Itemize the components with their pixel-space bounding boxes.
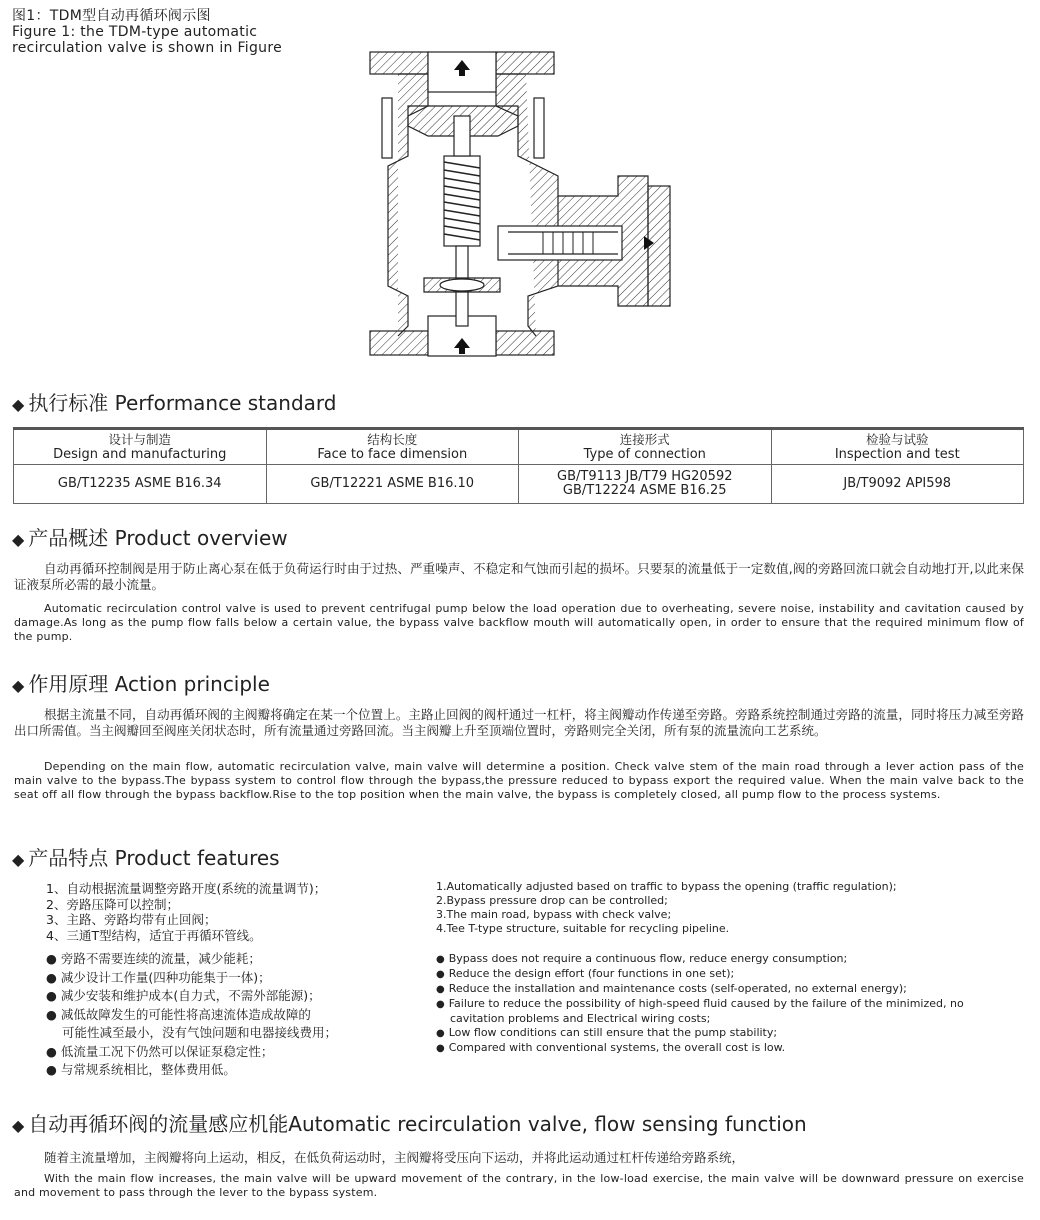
header-zh: 检验与试验 (865, 432, 929, 447)
header-en: Face to face dimension (317, 447, 468, 462)
table-row (14, 465, 1024, 504)
list-item: ● 减低故障发生的可能性将高速流体造成故障的 (46, 1006, 337, 1025)
list-item: ● Failure to reduce the possibility of high-speed fluid caused by the failure of the minimized, no (436, 997, 964, 1012)
diamond-icon: ◆ (12, 395, 25, 414)
table-cell (266, 465, 519, 504)
header-zh: 连接形式 (619, 432, 670, 447)
table-cell (519, 465, 772, 504)
list-item: ● Compared with conventional systems, the overall cost is low. (436, 1041, 964, 1056)
overview-heading (12, 526, 288, 552)
diamond-icon: ◆ (12, 530, 25, 549)
header-en: Design and manufacturing (53, 447, 227, 462)
list-item: ● Reduce the design effort (four functions in one set); (436, 967, 964, 982)
cell-value-2: GB/T12224 ASME B16.25 (562, 483, 727, 498)
table-cell (771, 465, 1024, 504)
list-item: 3.The main road, bypass with check valve; (436, 908, 672, 921)
header-en: Type of connection (583, 447, 706, 462)
cell-value: JB/T9092 API598 (843, 476, 952, 491)
figure-caption (12, 8, 282, 56)
header-zh: 设计与制造 (108, 432, 171, 447)
sensing-heading (12, 1112, 807, 1138)
sensing-heading-text: 自动再循环阀的流量感应机能Automatic recirculation valve, flow sensing function (28, 1112, 807, 1136)
features-heading (12, 846, 280, 872)
figure-caption-en-2: recirculation valve is shown in Figure (12, 40, 283, 56)
features-heading-text: 产品特点 Product features (28, 846, 280, 870)
features-bullets-zh (46, 950, 337, 1080)
list-item: ● 低流量工况下仍然可以保证泵稳定性； (46, 1043, 337, 1062)
table-cell (14, 465, 267, 504)
overview-heading-text: 产品概述 Product overview (28, 526, 288, 550)
list-item: ● Bypass does not require a continuous flow, reduce energy consumption; (436, 952, 964, 967)
action-text-en: Depending on the main flow, automatic recirculation valve, main valve will determine a position. Check valve stem of the main road through a lever action pass of the main valve to the bypass.The bypass system to control flow through the bypass,the pressure reduced to bypass export the required value. When the main valve back to the seat off all flow through the bypass backflow.Rise to the top position when the main valve, the bypass is completely closed, all pump flow to the process systems. (14, 760, 1024, 801)
list-item: ● Low flow conditions can still ensure that the pump stability; (436, 1026, 964, 1041)
table-header-cell (771, 429, 1024, 465)
action-heading (12, 672, 270, 698)
list-item: 3、主路、旁路均带有止回阀； (46, 912, 217, 927)
table-header-cell (519, 429, 772, 465)
list-item: 4、三通T型结构，适宜于再循环管线。 (46, 927, 262, 943)
action-heading-text: 作用原理 Action principle (28, 672, 270, 696)
features-bullets-en (436, 952, 964, 1056)
overview-text-zh: 自动再循环控制阀是用于防止离心泵在低于负荷运行时由于过热、严重噪声、不稳定和气蚀而引起的损坏。只要泵的流量低于一定数值,阀的旁路回流口就会自动地打开,以此来保证液泵所必需的最小流量。 (14, 561, 1024, 592)
sensing-text-en: With the main flow increases, the main valve will be upward movement of the contrary, in the low-load exercise, the main valve will be downward pressure on exercise and movement to pass through the lever to the bypass system. (14, 1172, 1024, 1199)
list-item-continuation: cavitation problems and Electrical wiring costs; (450, 1012, 711, 1025)
cell-value: GB/T12235 ASME B16.34 (57, 476, 222, 491)
list-item: ● 减少安装和维护成本(自力式，不需外部能源)； (46, 987, 337, 1006)
cell-value: GB/T12221 ASME B16.10 (310, 476, 475, 491)
header-zh: 结构长度 (367, 432, 418, 447)
figure-caption-en-1: Figure 1: the TDM-type automatic (12, 24, 258, 40)
list-item: ● 减少设计工作量(四种功能集于一体)； (46, 969, 337, 988)
sensing-text-zh: 随着主流量增加，主阀瓣将向上运动，相反，在低负荷运动时，主阀瓣将受压向下运动，并将此运动通过杠杆传递给旁路系统， (44, 1150, 745, 1165)
performance-heading-text: 执行标准 Performance standard (28, 391, 337, 415)
list-item: ● 旁路不需要连续的流量，减少能耗； (46, 950, 337, 969)
diamond-icon: ◆ (12, 676, 25, 695)
list-item: 1、自动根据流量调整旁路开度(系统的流量调节)； (46, 881, 327, 896)
features-list-en (436, 880, 897, 936)
list-item-continuation: 可能性减至最小，没有气蚀问题和电器接线费用； (62, 1025, 338, 1040)
list-item: ● Reduce the installation and maintenance costs (self-operated, no external energy); (436, 982, 964, 997)
table-header-cell (14, 429, 267, 465)
overview-text-en: Automatic recirculation control valve is used to prevent centrifugal pump below the load operation due to overheating, severe noise, instability and cavitation caused by damage.As long as the pump flow falls below a certain value, the bypass valve backflow mouth will automatically open, in order to ensure that the required minimum flow of the pump. (14, 602, 1024, 643)
action-text-zh: 根据主流量不同，自动再循环阀的主阀瓣将确定在某一个位置上。主路止回阀的阀杆通过一杠杆，将主阀瓣动作传递至旁路。旁路系统控制通过旁路的流量，同时将压力减至旁路出口所需值。当主阀瓣回至阀座关闭状态时，所有流量通过旁路回流。当主阀瓣上升至顶端位置时，旁路则完全关闭，所有泵的流量流向工艺系统。 (14, 707, 1024, 738)
list-item: 4.Tee T-type structure, suitable for recycling pipeline. (436, 922, 730, 935)
list-item: ● 与常规系统相比，整体费用低。 (46, 1061, 337, 1080)
table-header-cell (266, 429, 519, 465)
diamond-icon: ◆ (12, 850, 25, 869)
performance-heading (12, 391, 336, 417)
features-list-zh (46, 881, 326, 943)
table-header-row (14, 429, 1024, 465)
list-item: 2.Bypass pressure drop can be controlled; (436, 894, 668, 907)
list-item: 2、旁路压降可以控制； (46, 896, 179, 912)
cell-value: GB/T9113 JB/T79 HG20592 (557, 469, 733, 484)
diamond-icon: ◆ (12, 1116, 25, 1135)
valve-cross-section-drawing (368, 46, 676, 360)
header-en: Inspection and test (834, 447, 960, 462)
list-item: 1.Automatically adjusted based on traffic to bypass the opening (traffic regulation); (436, 880, 897, 893)
performance-standard-table (13, 427, 1024, 504)
figure-caption-zh: 图1：TDM型自动再循环阀示图 (12, 8, 211, 24)
